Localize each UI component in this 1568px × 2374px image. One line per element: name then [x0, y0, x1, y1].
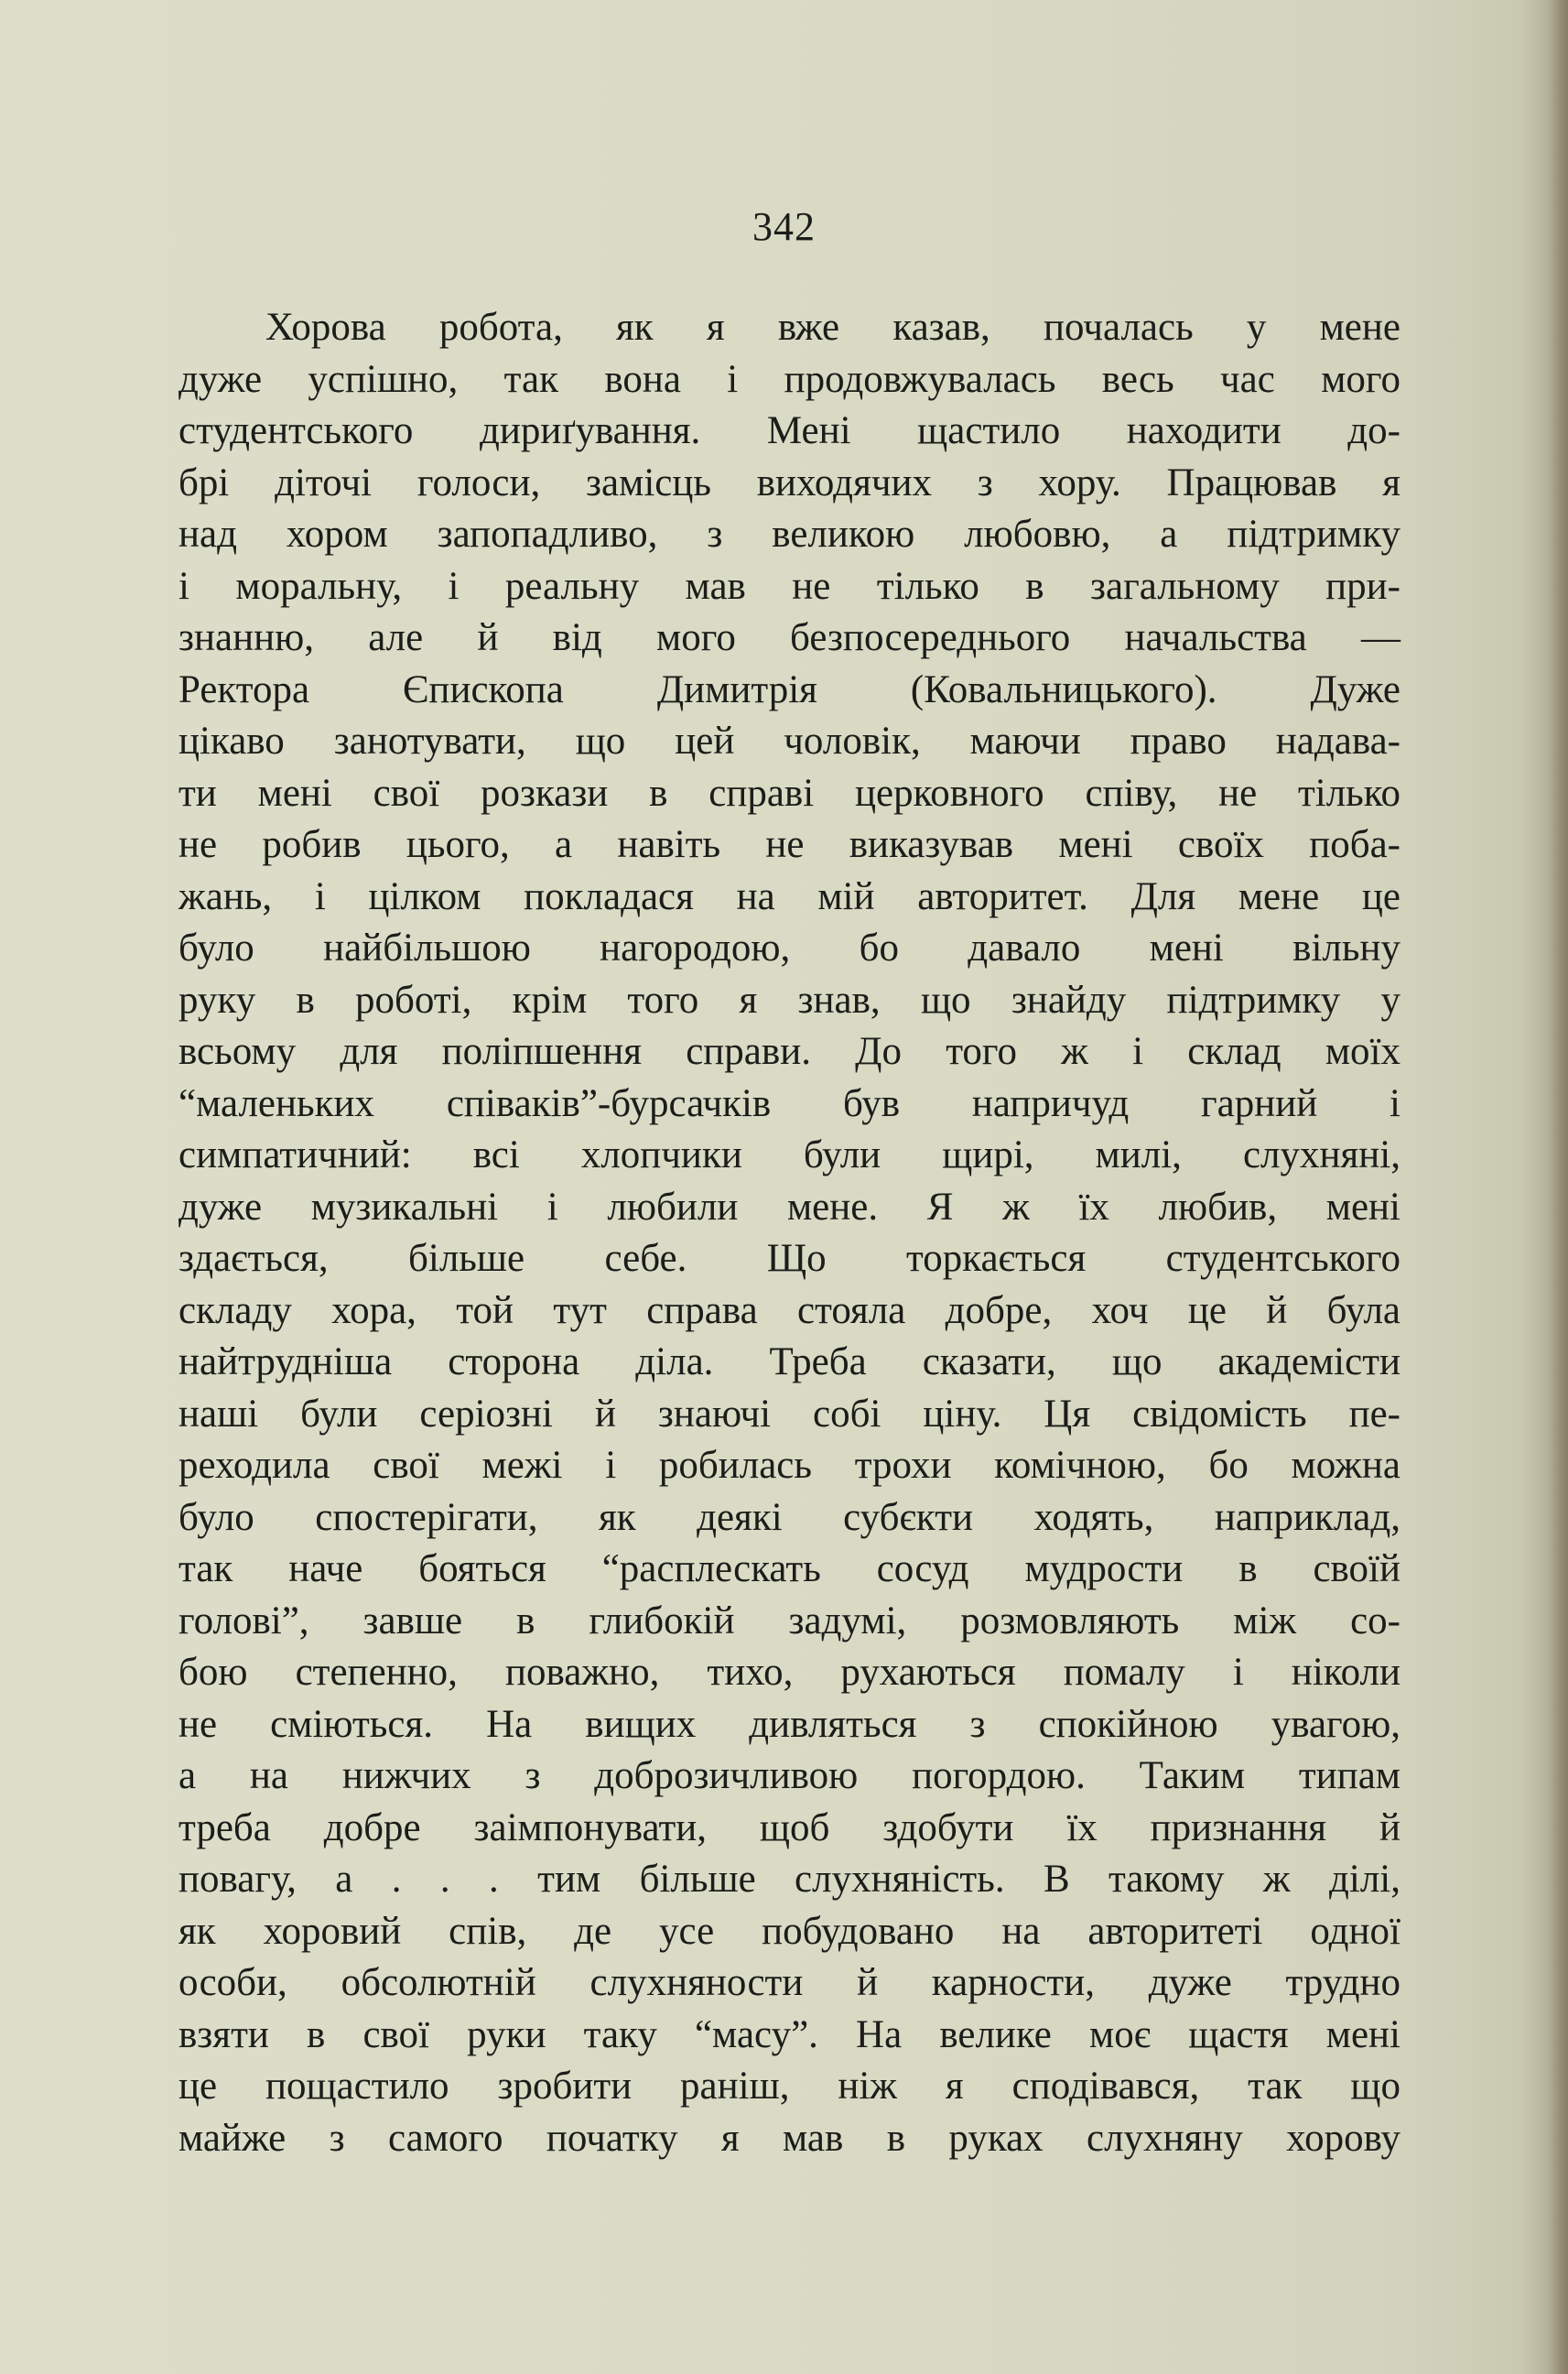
text-line: жань, і цілком покладася на мій авторитет. Для мене це	[178, 874, 1400, 918]
text-line: не сміються. На вищих дивляться з спокійною увагою,	[178, 1702, 1400, 1746]
text-line: складу хора, той тут справа стояла добре, хоч це й була	[178, 1288, 1400, 1332]
text-line: голові”, завше в глибокій задумі, розмовляють між со-	[178, 1599, 1400, 1642]
text-line: було спостерігати, як деякі субєкти ходять, наприклад,	[178, 1495, 1400, 1539]
text-line: майже з самого початку я мав в руках слухняну хорову	[178, 2116, 1400, 2160]
text-line: а на нижчих з доброзичливою погордою. Таким типам	[178, 1754, 1400, 1797]
text-line: над хором запопадливо, з великою любовю, а підтримку	[178, 513, 1400, 556]
text-line: не робив цього, а навіть не виказував мені своїх поба-	[178, 823, 1400, 866]
text-line: наші були серіозні й знаючі собі ціну. Ця свідомість пе-	[178, 1392, 1400, 1436]
text-line: симпатичний: всі хлопчики були щирі, милі, слухняні,	[178, 1133, 1400, 1176]
text-line: дуже успішно, так вона і продовжувалась весь час мого	[178, 357, 1400, 401]
text-line: повагу, а . . . тим більше слухняність. В такому ж ділі,	[178, 1858, 1400, 1901]
text-line: найтруднішa сторона діла. Треба сказати, що академісти	[178, 1340, 1400, 1383]
text-line: всьому для поліпшення справи. До того ж і склад моїх	[178, 1030, 1400, 1073]
text-line: “маленьких співаків”-бурсачків був напричуд гарний і	[178, 1081, 1400, 1125]
text-line: треба добре заімпонувати, щоб здобути їх признання й	[178, 1805, 1400, 1849]
page-number: 342	[752, 204, 816, 249]
text-line: це пощастило зробити раніш, ніж я сподівався, так що	[178, 2065, 1400, 2108]
text-line: так наче бояться “расплескать сосуд мудрости в своїй	[178, 1547, 1400, 1590]
text-line: ти мені свої розкази в справі церковного співу, не тілько	[178, 771, 1400, 815]
text-line: як хоровий спів, де усе побудовано на авторитеті одної	[178, 1909, 1400, 1953]
text-line: взяти в свої руки таку “масу”. На велике моє щастя мені	[178, 2012, 1400, 2056]
body-text	[178, 302, 1400, 2164]
text-line: реходила свої межі і робилась трохи комічною, бо можна	[178, 1444, 1400, 1487]
text-line: бою степенно, поважно, тихо, рухаються помалу і ніколи	[178, 1651, 1400, 1694]
text-line: Хорова робота, як я вже казав, почалась у мене	[265, 306, 1400, 349]
text-line: особи, обсолютній слухняности й карности, дуже трудно	[178, 1961, 1400, 2004]
text-line: Ректора Єпископа Димитрія (Ковальницького). Дуже	[178, 667, 1400, 711]
text-line: дуже музикальні і любили мене. Я ж їх любив, мені	[178, 1185, 1400, 1229]
text-line: брі діточі голоси, замісць виходячих з хору. Працював я	[178, 461, 1400, 504]
text-line: руку в роботі, крім того я знав, що знайду підтримку у	[178, 978, 1400, 1022]
text-line: було найбільшою нагородою, бо давало мені вільну	[178, 927, 1400, 970]
text-line: здається, більше себе. Що торкається студентського	[178, 1237, 1400, 1280]
text-line: цікаво занотувати, що цей чоловік, маючи право надава-	[178, 720, 1400, 763]
text-line: і моральну, і реальну мав не тілько в загальному при-	[178, 564, 1400, 608]
text-line: знанню, але й від мого безпосереднього начальства —	[178, 616, 1400, 659]
text-line: студентського дириґування. Мені щастило находити до-	[178, 409, 1400, 452]
